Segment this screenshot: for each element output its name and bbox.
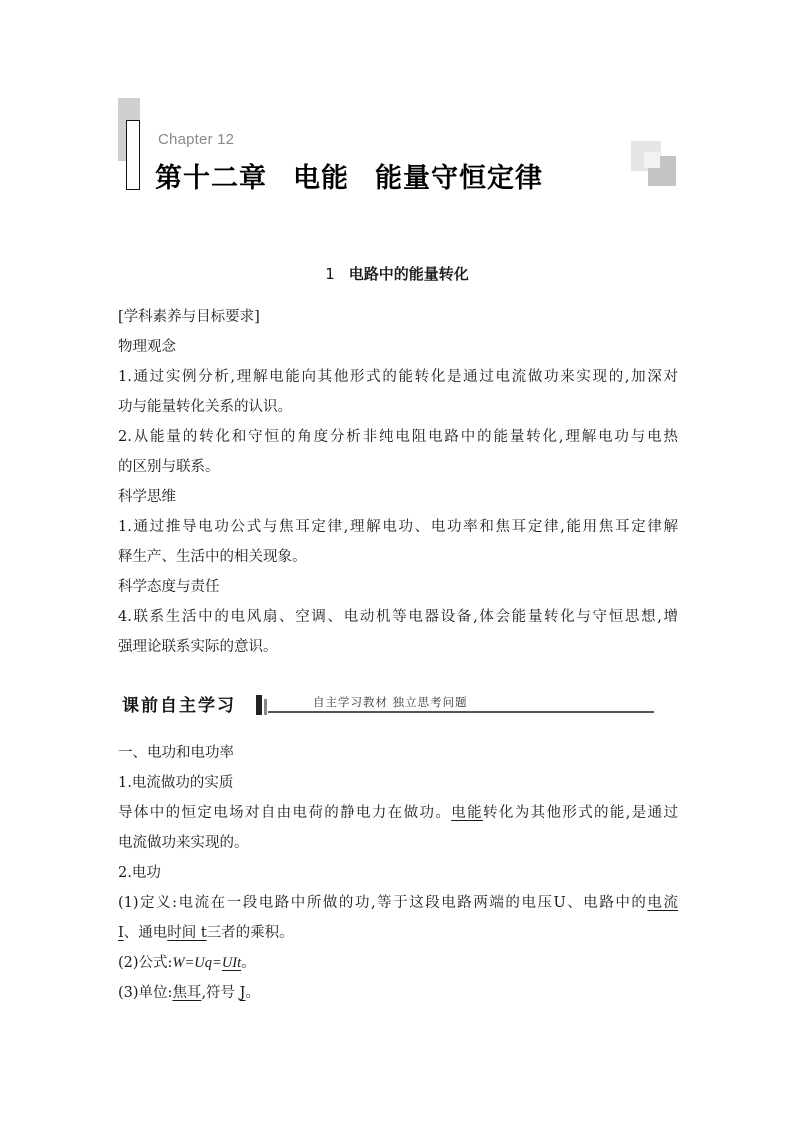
objective-text: 1.通过推导电功公式与焦耳定律,理解电功、电功率和焦耳定律,能用焦耳定律解 [118,519,678,535]
objectives-heading: [学科素养与目标要求] [118,309,260,325]
objective-text: 的区别与联系。 [118,459,220,475]
banner-divider [264,699,267,715]
banner-rule [268,711,654,713]
objective-text: 4.联系生活中的电风扇、空调、电动机等电器设备,体会能量转化与守恒思想,增 [118,609,678,625]
text-span: 导体中的恒定电场对自由电荷的静电力在做功。 [118,805,452,821]
text-span: ,符号 [201,985,240,1001]
formula-text: W=Uq= [172,955,222,971]
answer-blank: 时间 t [167,925,207,941]
content-block [118,738,678,1008]
chapter-label: Chapter 12 [158,131,235,148]
physics-concept-heading: 物理观念 [118,339,176,355]
answer-blank: UIt [221,955,242,971]
chapter-title [155,156,543,195]
paragraph-line [118,918,678,948]
banner-label: 课前自主学习 [122,696,236,716]
objective-text: 功与能量转化关系的认识。 [118,399,292,415]
answer-blank: I [118,925,124,941]
unit-line [118,978,678,1008]
section-number: 1 [325,265,335,283]
content-subheading: 2.电功 [118,865,161,881]
text-span: 。 [241,955,256,971]
paragraph-line [118,888,678,918]
text-span: 三者的乘积。 [206,925,294,941]
text-span: 转化为其他形式的能,是通过 [482,805,679,821]
answer-blank: 电流 [647,895,678,911]
paragraph-line: 电流做功来实现的。 [118,835,249,851]
attitude-heading: 科学态度与责任 [118,579,220,595]
chapter-title-number: 第十二章 [155,163,267,194]
section-banner [118,691,654,717]
content-heading: 一、电功和电功率 [118,745,234,761]
section-title-text: 电路中的能量转化 [348,265,469,283]
scientific-thinking-heading: 科学思维 [118,489,176,505]
formula-line [118,948,678,978]
objectives-block [118,302,678,662]
chapter-decoration-frame [126,120,140,190]
text-span: (1)定义:电流在一段电路中所做的功,等于这段电路两端的电压U、电路中的 [118,895,648,911]
chapter-title-topic1: 电能 [293,163,349,194]
answer-blank: J [239,985,246,1001]
text-span: 、通电 [123,925,168,941]
banner-subtitle: 自主学习教材 独立思考问题 [313,695,468,709]
objective-text: 2.从能量的转化和守恒的角度分析非纯电阻电路中的能量转化,理解电功与电热 [118,429,678,445]
text-span: (3)单位: [118,985,173,1001]
chapter-title-topic2: 能量守恒定律 [375,163,543,194]
text-span: (2)公式: [118,955,173,971]
content-subheading: 1.电流做功的实质 [118,775,234,791]
objective-text: 强理论联系实际的意识。 [118,639,278,655]
answer-blank: 电能 [451,805,483,821]
banner-divider [256,695,262,715]
section-title [0,263,794,284]
text-span: 。 [245,985,260,1001]
objective-text: 1.通过实例分析,理解电能向其他形式的能转化是通过电流做功来实现的,加深对 [118,369,678,385]
paragraph-line [118,798,678,828]
answer-blank: 焦耳 [172,985,202,1001]
chapter-decoration-square [644,152,660,168]
objective-text: 释生产、生活中的相关现象。 [118,549,307,565]
